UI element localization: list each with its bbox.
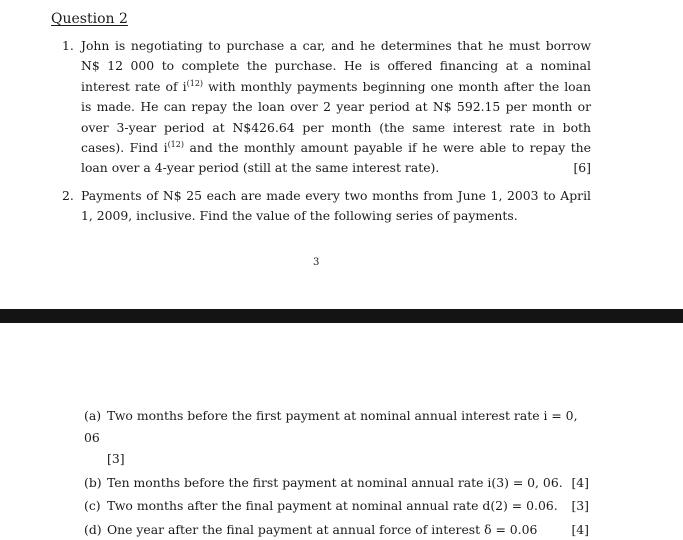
subquestion-text: Two months after the final payment at nominal annual rate d(2) = 0.06. bbox=[107, 498, 558, 513]
question-number: 1. bbox=[62, 36, 74, 56]
superscript: (12) bbox=[168, 140, 184, 149]
subquestion-label: (c) bbox=[84, 495, 107, 517]
question-body bbox=[81, 36, 591, 179]
subquestion-label: (a) bbox=[84, 405, 107, 427]
question-text: and the monthly amount payable if he were able to repay the loan over a 4-year period (still at the same interest rate). bbox=[81, 140, 591, 175]
question-item-1 bbox=[62, 36, 591, 179]
marks-label: [4] bbox=[571, 519, 589, 540]
subquestion-text: One year after the final payment at annual force of interest δ = 0.06 bbox=[107, 522, 537, 537]
subquestion-label: (b) bbox=[84, 472, 107, 494]
marks-label: [3] bbox=[84, 448, 589, 470]
subquestion-list bbox=[84, 405, 589, 540]
page-number: 3 bbox=[313, 257, 319, 268]
question-item-2 bbox=[62, 186, 591, 227]
subquestion-text: Two months before the first payment at nominal annual interest rate i = 0, 06 bbox=[84, 408, 578, 445]
question-text: Payments of N$ 25 each are made every two months from June 1, 2003 to April 1, 2009, inclusive. Find the value of the following series of payments. bbox=[81, 188, 591, 223]
subquestion-d bbox=[84, 519, 589, 540]
subquestion-c bbox=[84, 495, 589, 517]
question-text: John is negotiating to purchase a car, and he determines that he must borrow N$ 12 000 to complete the purchase. He is offered financing at a nominal interest rate of i bbox=[81, 38, 591, 94]
subquestion-label: (d) bbox=[84, 519, 107, 540]
question-text: with monthly payments beginning one month after the loan is made. He can repay the loan over 2 year period at N$ 592.15 per month or over 3-year period at N$426.64 per month (the same interest rate in both cases). Find i bbox=[81, 79, 591, 155]
question-number: 2. bbox=[62, 186, 74, 206]
subquestion-b bbox=[84, 472, 589, 494]
marks-label: [6] bbox=[573, 158, 591, 178]
subquestion-text: Ten months before the first payment at nominal annual rate i(3) = 0, 06. bbox=[107, 475, 563, 490]
page-divider bbox=[0, 309, 683, 323]
marks-label: [3] bbox=[571, 495, 589, 517]
question-heading: Question 2 bbox=[51, 11, 128, 27]
superscript: (12) bbox=[187, 79, 203, 88]
marks-label: [4] bbox=[571, 472, 589, 494]
subquestion-a bbox=[84, 405, 589, 448]
question-body bbox=[81, 186, 591, 227]
